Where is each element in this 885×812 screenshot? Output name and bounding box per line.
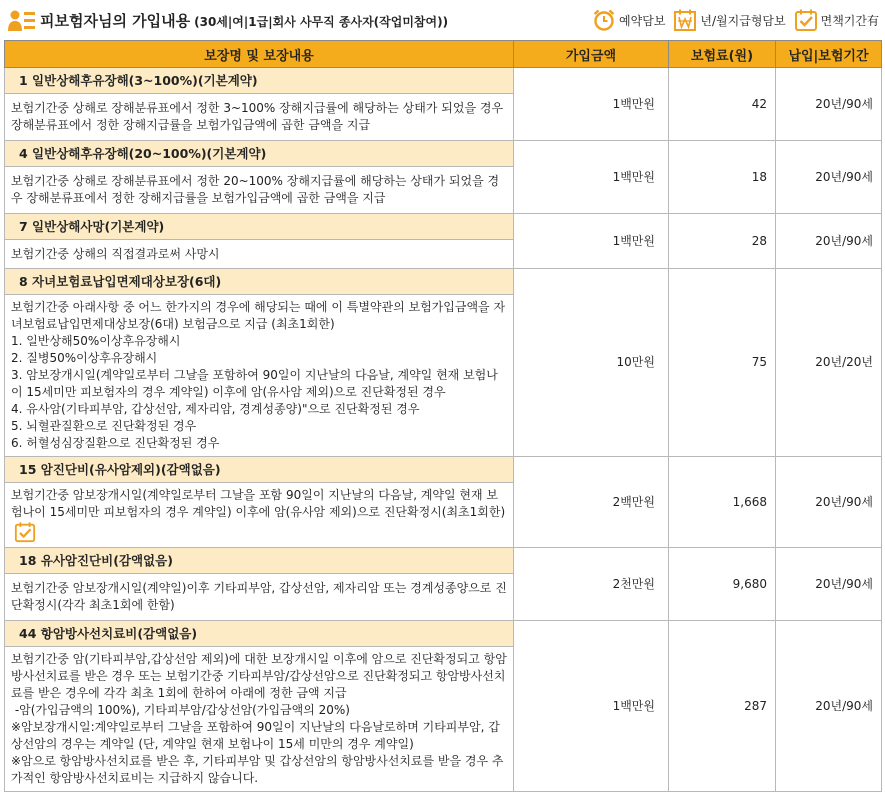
coverage-description xyxy=(5,483,514,548)
legend-label: 예약담보 xyxy=(619,13,666,28)
description-line: ※암보장개시일:계약일로부터 그날을 포함하여 90일이 지난날의 다음날로하며 기타피부암, 갑상선암의 경우는 계약일 (단, 계약일 현재 보험나이 15세 미만의 경우 계약일) xyxy=(11,720,500,751)
page-header xyxy=(0,0,885,40)
description-line: 보험기간중 암(기타피부암,갑상선암 제외)에 대한 보장개시일 이후에 암으로 진단확정되고 항암방사선치료를 받은 경우 또는 보험기간중 기타피부암/갑상선암으로 진단확정되고 항암방사선치료를 받은 경우에 각각 최초 1회에 한하여 아래에 정한 금액 지급 xyxy=(11,652,507,700)
won-calendar-icon xyxy=(673,8,697,32)
coverage-premium: 287 xyxy=(669,621,776,792)
header-coverage: 보장명 및 보장내용 xyxy=(5,41,514,68)
legend-exemption xyxy=(794,8,879,32)
title-text: 피보험자님의 가입내용 xyxy=(40,12,191,30)
header-amount: 가입금액 xyxy=(514,41,669,68)
coverage-name-row xyxy=(5,457,882,483)
coverage-premium: 1,668 xyxy=(669,457,776,548)
coverage-name: 18 유사암진단비(감액없음) xyxy=(5,548,514,574)
alarm-clock-icon xyxy=(592,8,616,32)
coverage-premium: 28 xyxy=(669,214,776,269)
insured-profile: (30세|여|1급|회사 사무직 종사자(작업미참여)) xyxy=(194,15,449,29)
coverage-period: 20년/90세 xyxy=(776,68,882,141)
coverage-premium: 9,680 xyxy=(669,548,776,621)
coverage-name: 44 항암방사선치료비(감액없음) xyxy=(5,621,514,647)
person-list-icon xyxy=(8,9,36,33)
coverage-name: 15 암진단비(유사암제외)(감액없음) xyxy=(5,457,514,483)
description-line: 보험기간중 암보장개시일(계약일)이후 기타피부암, 갑상선암, 제자리암 또는 경계성종양으로 진단확정시(각각 최초1회에 한함) xyxy=(11,581,507,612)
coverage-name: 7 일반상해사망(기본계약) xyxy=(5,214,514,240)
coverage-description xyxy=(5,94,514,141)
coverage-amount: 1백만원 xyxy=(514,141,669,214)
description-line: 보험기간중 아래사항 중 어느 한가지의 경우에 해당되는 때에 이 특별약관의 보험가입금액을 자녀보험료납입면제대상보장(6대) 보험금으로 지급 (최초1회한) xyxy=(11,300,506,331)
legend-label: 면책기간有 xyxy=(820,13,879,28)
coverage-description xyxy=(5,240,514,269)
coverage-name-row xyxy=(5,141,882,167)
coverage-amount: 2천만원 xyxy=(514,548,669,621)
icon-legend xyxy=(584,8,879,32)
description-line: -암(가입금액의 100%), 기타피부암/갑상선암(가입금액의 20%) xyxy=(11,703,350,717)
description-line: 보험기간중 상해로 장해분류표에서 정한 20~100% 장해지급률에 해당하는 상태가 되었을 경우 장해분류표에서 정한 장해지급률을 보험가입금액에 곱한 금액을 지급 xyxy=(11,174,500,205)
coverage-description xyxy=(5,574,514,621)
description-line: 보험기간중 상해로 장해분류표에서 정한 3~100% 장해지급률에 해당하는 상태가 되었을 경우 장해분류표에서 정한 장해지급률을 보험가입금액에 곱한 금액을 지급 xyxy=(11,101,504,132)
check-calendar-icon xyxy=(14,521,36,543)
coverage-description xyxy=(5,647,514,792)
coverage-amount: 2백만원 xyxy=(514,457,669,548)
coverage-amount: 1백만원 xyxy=(514,68,669,141)
coverage-premium: 42 xyxy=(669,68,776,141)
description-line: 보험기간중 상해의 직접결과로써 사망시 xyxy=(11,246,220,261)
coverage-period: 20년/90세 xyxy=(776,548,882,621)
page-title xyxy=(40,10,448,31)
coverage-name: 8 자녀보험료납입면제대상보장(6대) xyxy=(5,269,514,295)
description-line: 4. 유사암(기타피부암, 갑상선암, 제자리암, 경계성종양)"으로 진단확정된 경우 xyxy=(11,402,420,416)
legend-label: 년/월지급형담보 xyxy=(700,13,786,28)
coverage-name-row xyxy=(5,621,882,647)
coverage-name: 1 일반상해후유장해(3~100%)(기본계약) xyxy=(5,68,514,94)
coverage-description xyxy=(5,167,514,214)
coverage-amount: 1백만원 xyxy=(514,214,669,269)
coverage-premium: 18 xyxy=(669,141,776,214)
coverage-name-row xyxy=(5,548,882,574)
description-line: ※암으로 항암방사선치료를 받은 후, 기타피부암 및 갑상선암의 항암방사선치료를 받을 경우 추가적인 항암방사선치료비는 지급하지 않습니다. xyxy=(11,754,504,785)
coverage-period: 20년/20년 xyxy=(776,269,882,457)
description-line: 5. 뇌혈관질환으로 진단확정된 경우 xyxy=(11,419,197,433)
coverage-table xyxy=(4,40,882,792)
legend-annuity xyxy=(673,8,785,32)
coverage-description xyxy=(5,295,514,457)
description-line: 보험기간중 암보장개시일(계약일로부터 그날을 포함 90일이 지난날의 다음날, 계약일 현재 보험나이 15세미만 피보험자의 경우 계약일) 이후에 암(유사암 제외)으로 진단확정시(최초1회한) xyxy=(11,488,506,519)
description-line: 2. 질병50%이상후유장해시 xyxy=(11,351,158,365)
description-line: 1. 일반상해50%이상후유장해시 xyxy=(11,334,181,348)
coverage-name-row xyxy=(5,68,882,94)
coverage-period: 20년/90세 xyxy=(776,214,882,269)
check-calendar-icon xyxy=(794,8,818,32)
legend-reserved xyxy=(592,8,665,32)
coverage-amount: 10만원 xyxy=(514,269,669,457)
coverage-period: 20년/90세 xyxy=(776,621,882,792)
coverage-name-row xyxy=(5,214,882,240)
description-line: 3. 암보장개시일(계약일로부터 그날을 포함하여 90일이 지난날의 다음날, 계약일 현재 보험나이 15세미만 피보험자의 경우 계약일) 이후에 암(유사암 제외)으로 진단확정된 경우 xyxy=(11,368,498,399)
header-premium: 보험료(원) xyxy=(669,41,776,68)
coverage-name-row xyxy=(5,269,882,295)
description-line: 6. 허혈성심장질환으로 진단확정된 경우 xyxy=(11,436,220,450)
coverage-amount: 1백만원 xyxy=(514,621,669,792)
coverage-name: 4 일반상해후유장해(20~100%)(기본계약) xyxy=(5,141,514,167)
coverage-period: 20년/90세 xyxy=(776,141,882,214)
table-header-row xyxy=(5,41,882,68)
header-period: 납입|보험기간 xyxy=(776,41,882,68)
coverage-premium: 75 xyxy=(669,269,776,457)
coverage-period: 20년/90세 xyxy=(776,457,882,548)
